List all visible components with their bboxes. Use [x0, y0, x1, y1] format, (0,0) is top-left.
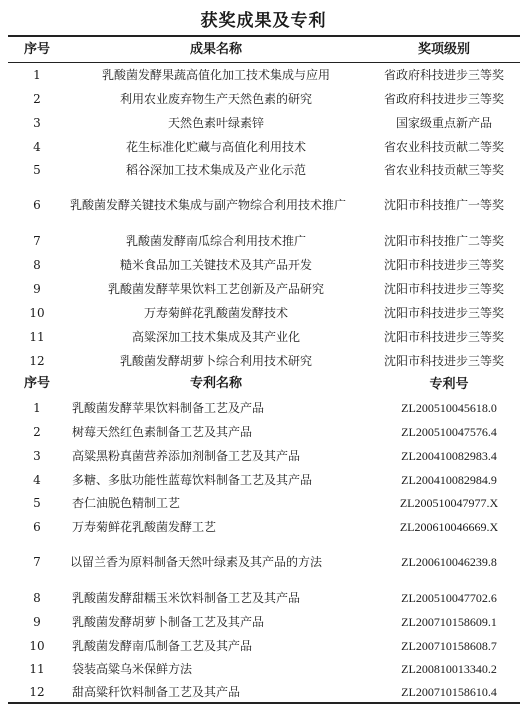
row-number: 6 — [33, 198, 41, 212]
patent-name: 乳酸菌发酵南瓜制备工艺及其产品 — [72, 638, 253, 653]
patent-row — [8, 681, 520, 703]
award-level: 沈阳市科技推广一等奖 — [383, 198, 504, 212]
achievement-row — [8, 182, 520, 229]
patent-number: ZL200610046239.8 — [401, 555, 497, 569]
column-header-patent-no: 专利号 — [429, 375, 469, 391]
table-bottom-rule — [8, 702, 520, 704]
award-level: 省农业科技贡献三等奖 — [383, 163, 504, 177]
column-header-level: 奖项级别 — [417, 41, 470, 57]
patent-row — [8, 610, 520, 634]
achievement-row — [8, 87, 520, 111]
patent-number: ZL200510047977.X — [399, 496, 499, 510]
table-top-rule — [8, 35, 520, 37]
achievement-row — [8, 135, 520, 159]
patent-row — [8, 658, 520, 681]
patents-header-row — [8, 372, 520, 394]
row-number: 12 — [29, 353, 45, 368]
row-number: 3 — [33, 115, 41, 130]
award-level: 沈阳市科技进步三等奖 — [383, 281, 504, 296]
achievements-header-row — [8, 38, 520, 60]
row-number: 1 — [33, 400, 41, 415]
row-number: 4 — [33, 139, 41, 154]
achievement-name: 糙米食品加工关键技术及其产品开发 — [119, 257, 312, 272]
achievement-row — [8, 349, 520, 373]
patent-name: 乳酸菌发酵甜糯玉米饮料制备工艺及其产品 — [72, 590, 301, 605]
patent-name: 乳酸菌发酵苹果饮料制备工艺及产品 — [72, 400, 265, 415]
award-level: 沈阳市科技进步三等奖 — [383, 305, 504, 320]
award-level: 省农业科技贡献二等奖 — [383, 139, 504, 154]
patent-number: ZL200610046669.X — [399, 519, 499, 534]
column-header-no: 序号 — [23, 41, 50, 57]
patent-number: ZL200710158609.1 — [401, 614, 497, 629]
patent-row — [8, 515, 520, 539]
row-number: 2 — [33, 424, 41, 439]
achievement-row — [8, 229, 520, 253]
achievement-row — [8, 277, 520, 301]
achievement-name: 稻谷深加工技术集成及产业化示范 — [125, 163, 306, 177]
patent-row — [8, 396, 520, 420]
achievement-row — [8, 111, 520, 135]
row-number: 8 — [33, 257, 41, 272]
patent-row — [8, 444, 520, 468]
row-number: 7 — [33, 233, 41, 248]
patent-name: 乳酸菌发酵胡萝卜制备工艺及其产品 — [72, 614, 265, 629]
award-level: 沈阳市科技进步三等奖 — [383, 257, 504, 272]
award-level: 沈阳市科技推广二等奖 — [383, 233, 504, 248]
row-number: 2 — [33, 91, 41, 106]
patent-number: ZL200510045618.0 — [401, 400, 497, 415]
column-header-name: 成果名称 — [189, 41, 242, 57]
row-number: 6 — [33, 519, 41, 534]
patent-name: 高粱黑粉真菌营养添加剂制备工艺及其产品 — [72, 448, 301, 463]
achievement-name: 花生标准化贮藏与高值化利用技术 — [125, 139, 306, 154]
patent-row — [8, 634, 520, 658]
row-number: 9 — [33, 281, 41, 296]
row-number: 5 — [33, 496, 41, 510]
row-number: 5 — [33, 163, 41, 177]
patent-number: ZL200410082984.9 — [401, 472, 497, 487]
patent-row — [8, 420, 520, 444]
award-level: 沈阳市科技进步三等奖 — [383, 353, 504, 368]
column-header-no: 序号 — [23, 375, 50, 391]
patent-number: ZL200510047702.6 — [401, 590, 497, 605]
row-number: 10 — [29, 638, 45, 653]
patent-row — [8, 492, 520, 515]
achievement-name: 乳酸菌发酵南瓜综合利用技术推广 — [125, 233, 306, 248]
patent-row — [8, 539, 520, 586]
row-number: 7 — [33, 555, 41, 569]
row-number: 3 — [33, 448, 41, 463]
row-number: 10 — [29, 305, 45, 320]
achievement-name: 利用农业废弃物生产天然色素的研究 — [119, 91, 312, 106]
row-number: 11 — [29, 329, 45, 344]
patent-number: ZL200510047576.4 — [401, 424, 497, 439]
column-header-patent-name: 专利名称 — [189, 375, 242, 391]
achievement-row — [8, 301, 520, 325]
patent-number: ZL200410082983.4 — [401, 448, 497, 463]
achievement-name: 天然色素叶绿素锌 — [167, 115, 264, 130]
patent-name: 多糖、多肽功能性蓝莓饮料制备工艺及其产品 — [72, 472, 313, 487]
patent-row — [8, 468, 520, 492]
row-number: 12 — [29, 684, 45, 699]
achievement-name: 高粱深加工技术集成及其产业化 — [131, 329, 300, 344]
achievement-row — [8, 159, 520, 182]
patent-name: 万寿菊鲜花乳酸菌发酵工艺 — [72, 519, 217, 534]
achievement-name: 乳酸菌发酵果蔬高值化加工技术集成与应用 — [101, 67, 330, 82]
patent-name: 甜高粱秆饮料制备工艺及其产品 — [72, 684, 241, 699]
row-number: 11 — [29, 662, 45, 676]
award-level: 省政府科技进步三等奖 — [383, 67, 504, 82]
row-number: 9 — [33, 614, 41, 629]
page-title: 获奖成果及专利 — [200, 11, 327, 31]
award-level: 国家级重点新产品 — [395, 115, 492, 130]
patent-number: ZL200710158610.4 — [401, 684, 497, 699]
achievement-name: 乳酸菌发酵胡萝卜综合利用技术研究 — [119, 353, 312, 368]
patent-name: 以留兰香为原料制备天然叶绿素及其产品的方法 — [70, 555, 323, 569]
patent-number: ZL200810013340.2 — [401, 662, 497, 676]
achievement-name: 万寿菊鲜花乳酸菌发酵技术 — [143, 305, 288, 320]
achievement-name: 乳酸菌发酵苹果饮料工艺创新及产品研究 — [107, 281, 324, 296]
award-level: 省政府科技进步三等奖 — [383, 91, 504, 106]
patent-number: ZL200710158608.7 — [401, 638, 497, 653]
row-number: 4 — [33, 472, 41, 487]
patent-name: 袋装高粱乌米保鲜方法 — [72, 662, 193, 676]
patent-name: 树莓天然红色素制备工艺及其产品 — [72, 424, 253, 439]
award-level: 沈阳市科技进步三等奖 — [383, 329, 504, 344]
achievement-row — [8, 63, 520, 87]
patent-row — [8, 586, 520, 610]
achievement-name: 乳酸菌发酵关键技术集成与副产物综合利用技术推广 — [70, 198, 347, 212]
patent-name: 杏仁油脱色精制工艺 — [72, 496, 181, 510]
achievement-row — [8, 325, 520, 349]
achievement-row — [8, 253, 520, 277]
row-number: 1 — [33, 67, 41, 82]
row-number: 8 — [33, 590, 41, 605]
